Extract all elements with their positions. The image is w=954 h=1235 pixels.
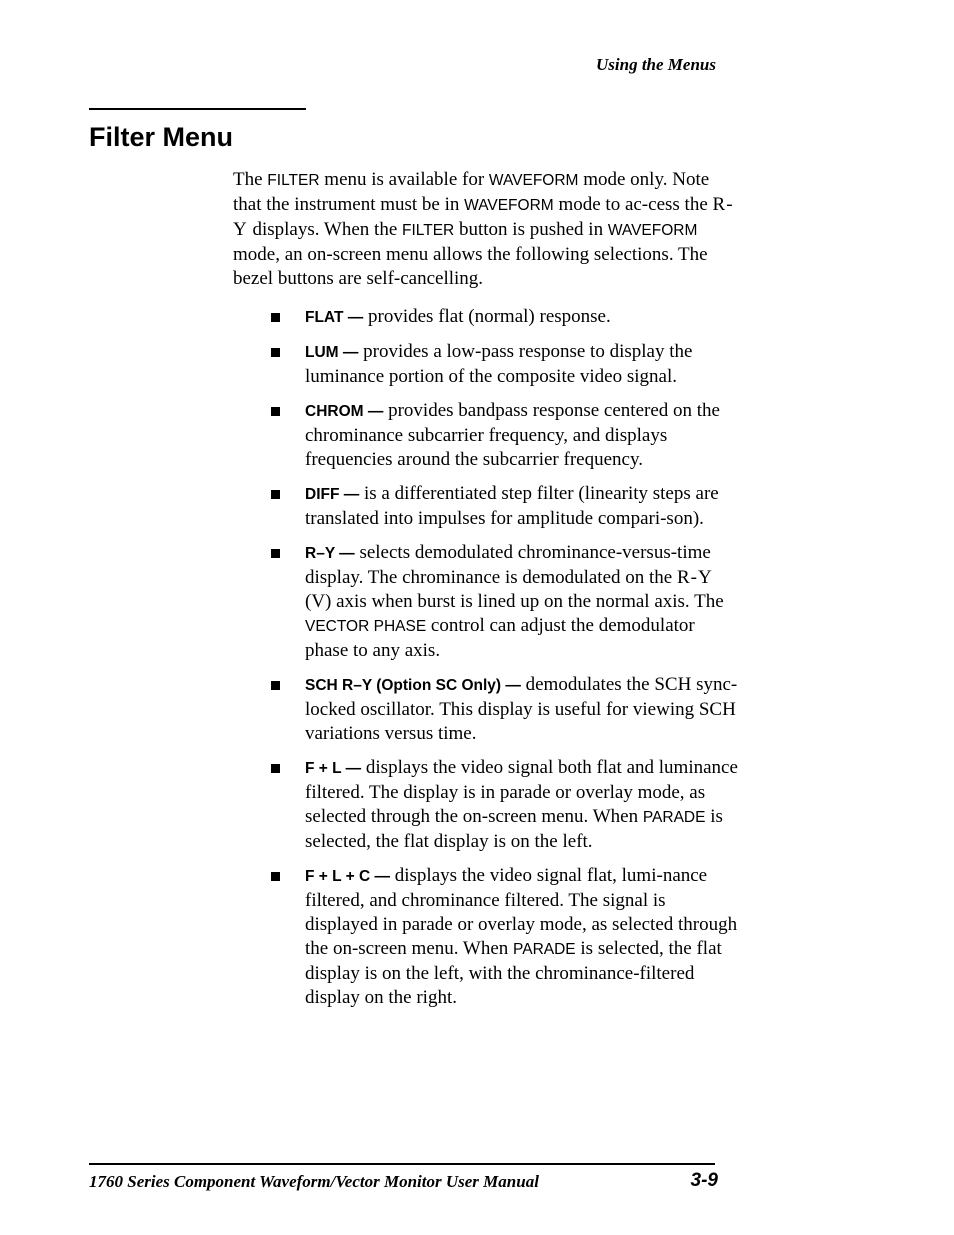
intro-text: displays. When the xyxy=(247,219,402,240)
body-content xyxy=(233,168,738,1020)
item-description: displays the video signal flat, lumi-nance filtered, and chrominance filtered. The signal is displayed in parade or overlay mode, as selected through the on-screen menu. When xyxy=(305,865,738,959)
list-item-lum xyxy=(233,340,738,389)
item-description: displays the video signal both flat and luminance filtered. The display is in parade or overlay mode, as selected through the on-screen menu. When xyxy=(305,757,738,827)
intro-text: mode, an on-screen menu allows the following selections. The bezel buttons are self-cancelling. xyxy=(233,244,708,289)
running-head: Using the Menus xyxy=(596,55,716,74)
section-title: Filter Menu xyxy=(89,122,234,152)
waveform-label: WAVEFORM xyxy=(464,197,554,214)
square-bullet-icon xyxy=(271,313,280,322)
waveform-label: WAVEFORM xyxy=(488,172,579,189)
waveform-label: WAVEFORM xyxy=(607,222,698,239)
item-description: is selected, the flat display is on the left, with the chrominance-filtered display on the right. xyxy=(305,938,722,1008)
list-item-f-l-c xyxy=(233,864,738,1010)
filter-selection-list xyxy=(233,305,738,1010)
square-bullet-icon xyxy=(271,490,280,499)
item-description: provides bandpass response centered on the chrominance subcarrier frequency, and displays frequencies around the subcarrier frequency. xyxy=(305,400,720,470)
r-y-label: R-Y xyxy=(676,567,713,588)
intro-text: The xyxy=(233,169,268,190)
item-description: provides flat (normal) response. xyxy=(363,306,611,327)
item-term: FLAT — xyxy=(305,309,364,326)
item-description: control can adjust the demodulator phase to any axis. xyxy=(305,615,695,661)
intro-paragraph xyxy=(233,168,738,291)
item-term: F + L + C — xyxy=(305,868,390,885)
parade-label: PARADE xyxy=(513,941,576,958)
filter-label: FILTER xyxy=(402,222,455,239)
footer-rule xyxy=(89,1163,715,1165)
filter-label: FILTER xyxy=(267,172,320,189)
intro-text: mode to ac-cess the xyxy=(553,194,713,215)
square-bullet-icon xyxy=(271,407,280,416)
item-term: R–Y — xyxy=(305,545,355,562)
intro-text: button is pushed in xyxy=(454,219,608,240)
item-term: DIFF — xyxy=(305,486,360,503)
square-bullet-icon xyxy=(271,348,280,357)
list-item-flat xyxy=(233,305,738,330)
item-description: is a differentiated step filter (linearity steps are translated into impulses for amplitude compari-son). xyxy=(305,483,719,529)
item-description: selects demodulated chrominance-versus-time display. The chrominance is demodulated on the xyxy=(305,542,711,588)
item-term: SCH R–Y (Option SC Only) — xyxy=(305,677,521,694)
title-rule xyxy=(89,108,306,110)
item-term: LUM — xyxy=(305,344,359,361)
square-bullet-icon xyxy=(271,549,280,558)
item-description: (V) axis when burst is lined up on the normal axis. The xyxy=(305,591,724,612)
item-term: CHROM — xyxy=(305,403,384,420)
vector-phase-label: VECTOR PHASE xyxy=(305,618,427,635)
list-item-sch-r-y xyxy=(233,673,738,746)
square-bullet-icon xyxy=(271,764,280,773)
page-number: 3-9 xyxy=(690,1170,718,1191)
item-description: is selected, the flat display is on the left. xyxy=(305,806,723,852)
parade-label: PARADE xyxy=(642,809,706,826)
item-term: F + L — xyxy=(305,760,362,777)
r-y-label: R-Y xyxy=(233,194,734,240)
intro-text: menu is available for xyxy=(319,169,489,190)
item-description: provides a low-pass response to display the luminance portion of the composite video signal. xyxy=(305,341,693,387)
square-bullet-icon xyxy=(271,872,280,881)
square-bullet-icon xyxy=(271,681,280,690)
item-description: demodulates the SCH sync-locked oscillator. This display is useful for viewing SCH variations versus time. xyxy=(305,674,738,744)
list-item-chrom xyxy=(233,399,738,472)
list-item-diff xyxy=(233,482,738,531)
intro-text: mode only. Note that the instrument must be in xyxy=(233,169,710,215)
list-item-r-y xyxy=(233,541,738,663)
footer-manual-title: 1760 Series Component Waveform/Vector Monitor User Manual xyxy=(89,1172,539,1191)
list-item-f-l xyxy=(233,756,738,854)
